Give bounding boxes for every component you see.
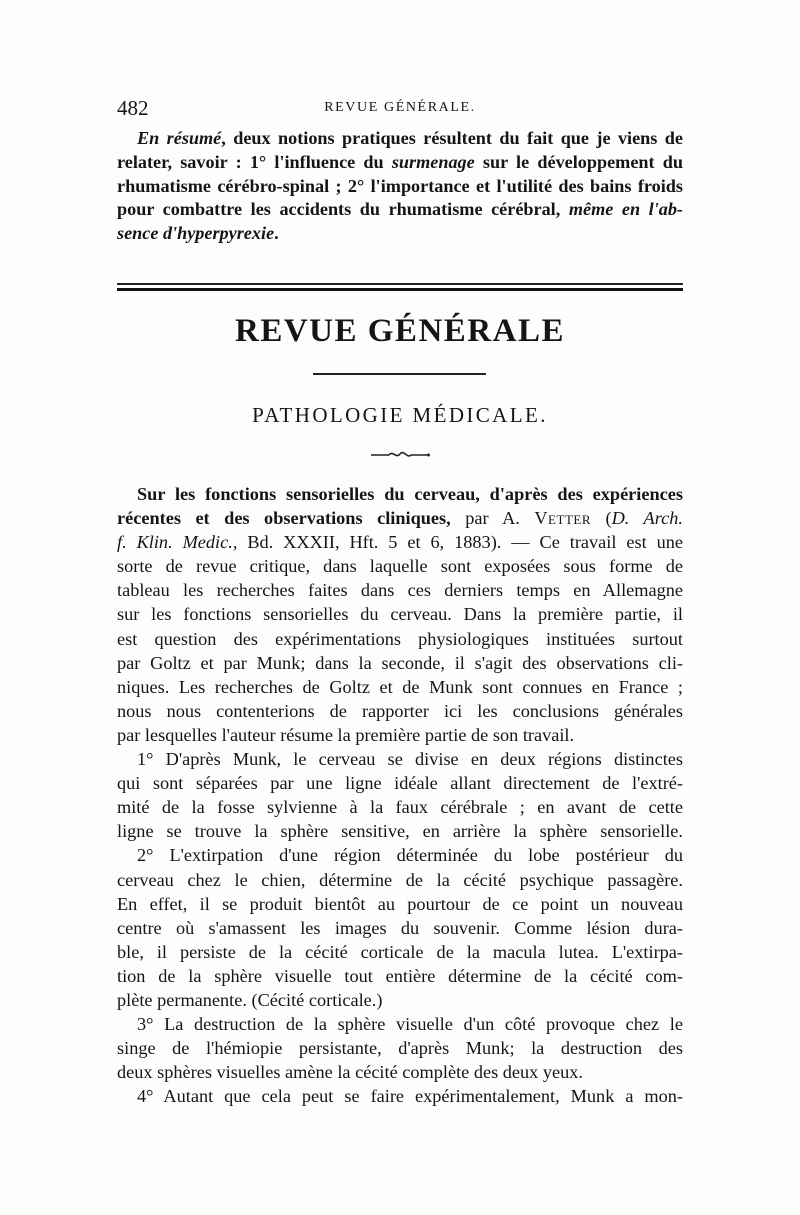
article-line: 1° D'après Munk, le cerveau se divise en deux régions distinctes xyxy=(137,749,683,770)
article-line: tion de la sphère visuelle tout entière détermine de la cécité com- xyxy=(117,965,683,986)
article-heading-line: Sur les fonctions sensorielles du cerveau, d'après des expériences xyxy=(137,484,683,504)
running-title: REVUE GÉNÉRALE. xyxy=(324,100,476,115)
article-line: est question des expérimentations physiologiques instituées surtout xyxy=(117,628,683,649)
article-line: nous nous contenterions de rapporter ici les conclusions générales xyxy=(117,700,683,721)
article-author: Vetter xyxy=(534,508,591,529)
article-line: tableau les recherches faites dans ces derniers temps en Allemagne xyxy=(117,580,683,601)
article-line: cerveau chez le chien, détermine de la cécité psychique passagère. xyxy=(117,869,683,890)
article-line: singe de l'hémiopie persistante, d'après Munk; la destruction des xyxy=(117,1038,683,1059)
flourish-ornament-icon xyxy=(369,448,431,460)
article-line: sorte de revue critique, dans laquelle sont exposées sous forme de xyxy=(117,556,683,577)
intro-line: pour combattre les accidents du rhumatisme cérébral, même en l'ab- xyxy=(117,199,683,220)
article-line: 4° Autant que cela peut se faire expérimentalement, Munk a mon- xyxy=(137,1086,683,1107)
intro-paragraph xyxy=(117,127,683,246)
double-rule xyxy=(117,283,683,292)
subsection-title: PATHOLOGIE MÉDICALE. xyxy=(252,403,548,427)
article-line: niques. Les recherches de Goltz et de Munk sont connues en France ; xyxy=(117,676,683,697)
rule-thin xyxy=(117,283,683,285)
running-head xyxy=(117,96,683,120)
article-line: plète permanente. (Cécité corticale.) xyxy=(117,989,383,1010)
section-title: REVUE GÉNÉRALE xyxy=(235,313,565,349)
article-body xyxy=(117,482,683,1108)
article-citation-line: f. Klin. Medic., Bd. XXXII, Hft. 5 et 6, 1883). — Ce travail est une xyxy=(117,532,683,553)
article-line: centre où s'amassent les images du souvenir. Comme lésion dura- xyxy=(117,917,683,938)
article-line: mité de la fosse sylvienne à la faux cérébrale ; en avant de cette xyxy=(117,797,683,818)
rule-thick xyxy=(117,288,683,291)
article-heading-line: récentes et des observations cliniques, par A. Vetter (D. Arch. xyxy=(117,508,683,529)
intro-line: sence d'hyperpyrexie. xyxy=(117,223,279,244)
article-line: En effet, il se produit bientôt au pourtour de ce point un nouveau xyxy=(117,893,683,914)
article-line: ble, il persiste de la cécité corticale de la macula lutea. L'extirpa- xyxy=(117,941,683,962)
intro-line: relater, savoir : 1° l'influence du surmenage sur le développement du xyxy=(117,151,683,172)
article-line: 2° L'extirpation d'une région déterminée du lobe postérieur du xyxy=(137,845,683,866)
article-line: par Goltz et par Munk; dans la seconde, il s'agit des observations cli- xyxy=(117,652,683,673)
article-line: deux sphères visuelles amène la cécité complète des deux yeux. xyxy=(117,1062,583,1083)
intro-line: rhumatisme cérébro-spinal ; 2° l'importance et l'utilité des bains froids xyxy=(117,175,683,196)
page-number: 482 xyxy=(117,96,149,120)
title-underline xyxy=(313,373,486,375)
article-line: sur les fonctions sensorielles du cerveau. Dans la première partie, il xyxy=(117,604,683,625)
article-line: qui sont séparées par une ligne idéale allant directement de l'extré- xyxy=(117,773,683,794)
intro-line: En résumé, deux notions pratiques résultent du fait que je viens de xyxy=(137,128,683,148)
article-line: 3° La destruction de la sphère visuelle d'un côté provoque chez le xyxy=(137,1014,683,1035)
article-line: par lesquelles l'auteur résume la première partie de son travail. xyxy=(117,724,575,745)
article-line: ligne se trouve la sphère sensitive, en arrière la sphère sensorielle. xyxy=(117,821,683,842)
